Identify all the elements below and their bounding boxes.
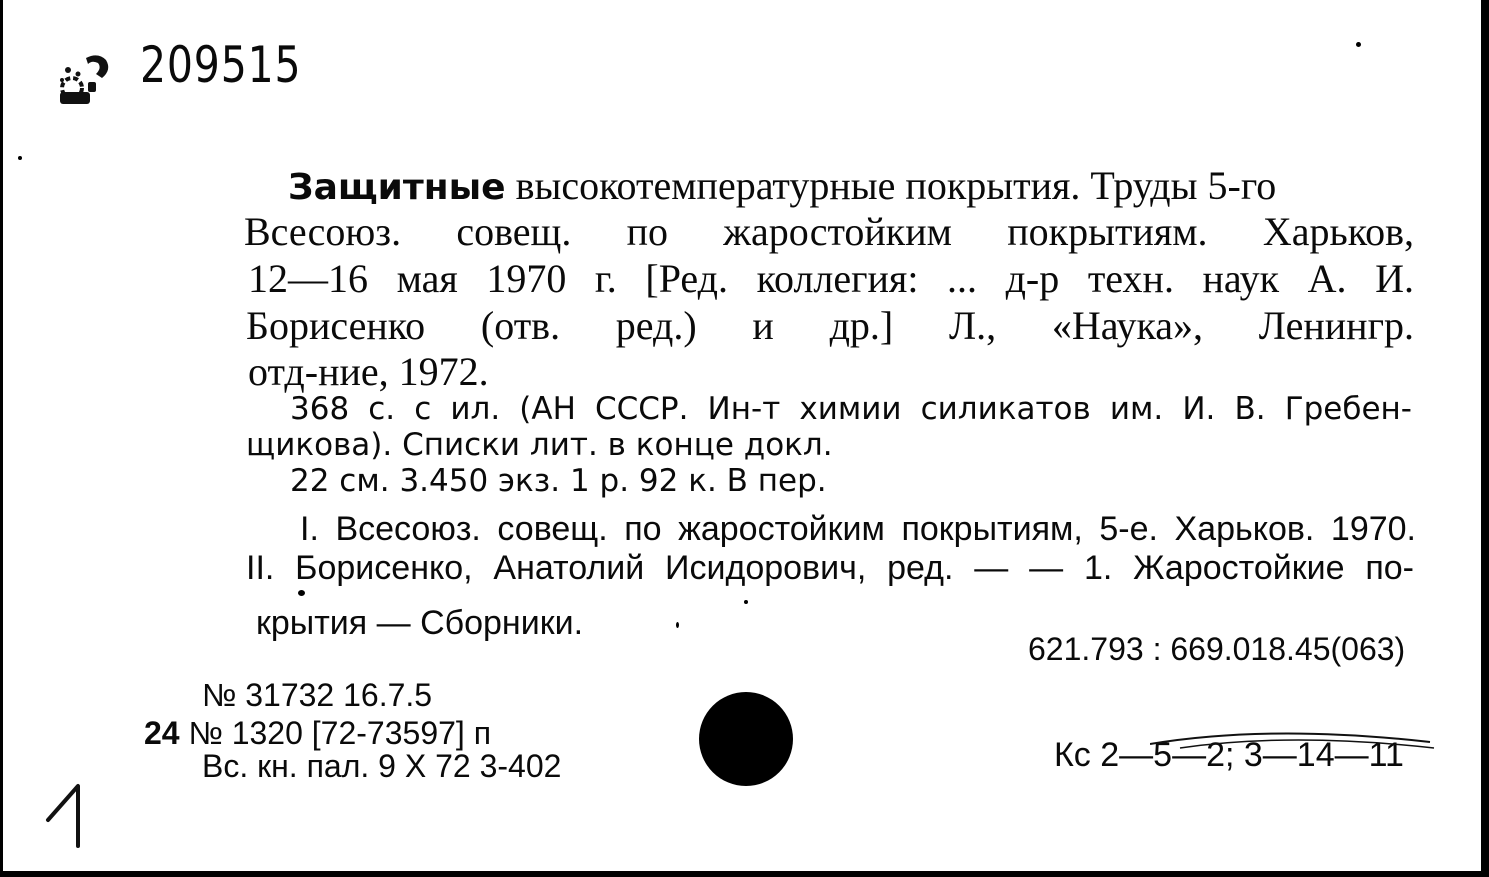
main-line-3: Борисенко (отв. ред.) и др.] Л., «Наука», Ленингр. bbox=[246, 303, 1414, 348]
library-stamp-icon bbox=[52, 48, 114, 110]
dust-speck bbox=[18, 156, 22, 160]
card-code: Кс 2—5—2; 3—14—11 bbox=[1054, 736, 1404, 774]
main-line-2: 12—16 мая 1970 г. [Ред. коллегия: ... д-р техн. наук А. И. bbox=[248, 256, 1414, 301]
title-line bbox=[288, 164, 1276, 210]
dust-speck bbox=[1356, 42, 1361, 47]
punch-hole bbox=[699, 692, 793, 786]
tracing-line-3: крытия — Сборники. bbox=[256, 604, 584, 642]
collation-line-3: 22 см. 3.450 экз. 1 р. 92 к. В пер. bbox=[290, 463, 827, 499]
tracing-line-2: II. Борисенко, Анатолий Исидорович, ред. — — 1. Жаростойкие по- bbox=[246, 549, 1414, 587]
print-info-prefix: 24 bbox=[144, 715, 180, 751]
print-info-number: № 1320 [72-73597] п bbox=[188, 715, 492, 751]
udc-index: 621.793 : 669.018.45(063) bbox=[1028, 631, 1406, 667]
print-info-line-1: № 31732 16.7.5 bbox=[202, 677, 433, 713]
main-line-1: Всесоюз. совещ. по жаростойким покрытиям. Харьков, bbox=[244, 209, 1414, 254]
card-right-edge bbox=[1481, 0, 1489, 877]
card-code-strikethrough bbox=[1150, 722, 1440, 758]
card-left-edge bbox=[0, 0, 3, 877]
dust-speck bbox=[676, 622, 679, 628]
print-info-line-3: Вс. кн. пал. 9 X 72 3-402 bbox=[202, 748, 562, 784]
tracing-line-1: I. Всесоюз. совещ. по жаростойким покрытиям, 5-е. Харьков. 1970. bbox=[300, 510, 1416, 548]
dust-speck bbox=[298, 590, 305, 596]
print-info-line-2 bbox=[144, 715, 491, 751]
handwritten-one-mark bbox=[44, 780, 96, 850]
title-bold-word: Защитные bbox=[288, 167, 506, 208]
collation-line-1: 368 с. с ил. (АН СССР. Ин-т химии силикатов им. И. В. Гребен- bbox=[290, 391, 1412, 427]
main-line-4: отд-ние, 1972. bbox=[248, 349, 489, 394]
title-rest: высокотемпературные покрытия. Труды 5-го bbox=[515, 163, 1277, 208]
dust-speck bbox=[744, 600, 748, 604]
inventory-number: 209515 bbox=[140, 36, 302, 94]
collation-line-2: щикова). Списки лит. в конце докл. bbox=[246, 427, 833, 463]
card-bottom-edge bbox=[0, 871, 1489, 877]
